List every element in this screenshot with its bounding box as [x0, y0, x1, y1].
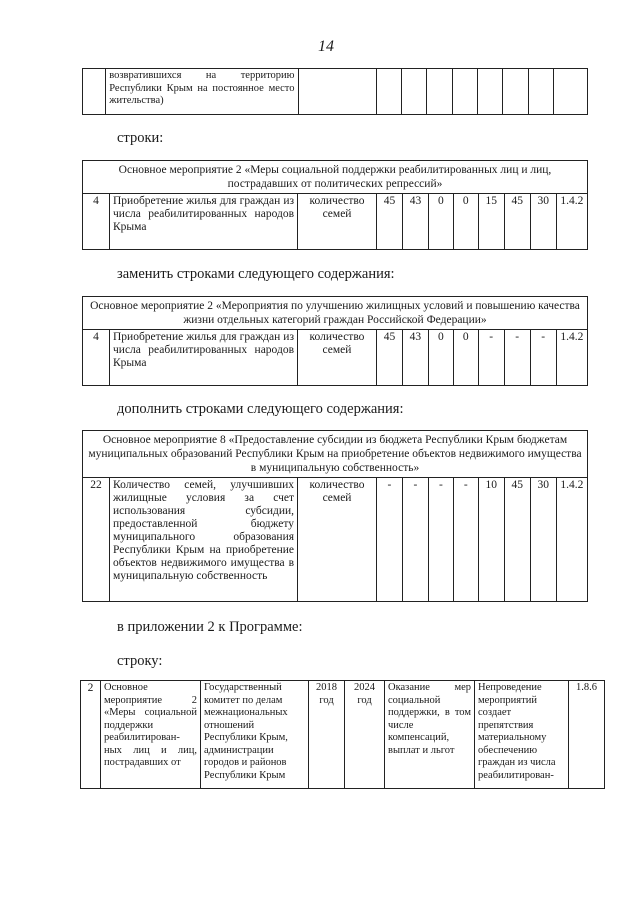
table4-num: 2 [81, 681, 101, 789]
table4-ref: 1.8.6 [569, 681, 605, 789]
table3-value: - [453, 478, 478, 602]
table2-num: 4 [83, 330, 110, 386]
table2-value: 0 [453, 330, 478, 386]
table1-value: 45 [376, 194, 402, 250]
table3-name: Количество семей, улучшивших жилищные условия за счет использования субсидии, предоставленной бюджету муниципального образования Республики Крым на приобретение объектов недвижимого имущества в муниципальную собственность [110, 478, 298, 602]
table2-value: - [530, 330, 556, 386]
table1-value: 0 [428, 194, 453, 250]
table3-num: 22 [83, 478, 110, 602]
table2-value: - [478, 330, 504, 386]
table1-value: 15 [478, 194, 504, 250]
table3-header: Основное мероприятие 8 «Предоставление субсидии из бюджета Республики Крым бюджетам муниципальных образований Республики Крым на приобретение объектов недвижимого имущества в муниципальную собственность» [83, 431, 588, 478]
caption-row: строку: [117, 653, 163, 669]
table3-value: 10 [478, 478, 504, 602]
table2-name: Приобретение жилья для граждан из числа реабилитированных народов Крыма [110, 330, 298, 386]
table3-unit: количество семей [298, 478, 377, 602]
top-fragment-table [82, 68, 588, 115]
table3-value: - [402, 478, 428, 602]
table1-value: 45 [504, 194, 530, 250]
table2-value: - [504, 330, 530, 386]
table2-value: 0 [428, 330, 453, 386]
page-number: 14 [318, 38, 334, 55]
table-old-rows [82, 160, 588, 250]
top-num-cell [83, 69, 106, 115]
table4-executor: Государственный комитет по делам межнациональных отношений Республики Крым, администрации городов и районов Республики Крым [201, 681, 309, 789]
table2-value: 45 [376, 330, 402, 386]
table-appendix-row [80, 680, 605, 789]
table1-value: 0 [453, 194, 478, 250]
table1-header: Основное мероприятие 2 «Меры социальной поддержки реабилитированных лиц и лиц, пострадавших от политических репрессий» [83, 161, 588, 194]
table1-name: Приобретение жилья для граждан из числа реабилитированных народов Крыма [110, 194, 298, 250]
table3-value: - [376, 478, 402, 602]
table2-value: 43 [402, 330, 428, 386]
caption-replace: заменить строками следующего содержания: [117, 266, 395, 282]
table1-unit: количество семей [298, 194, 377, 250]
table3-ref: 1.4.2 [556, 478, 587, 602]
caption-rows: строки: [117, 130, 164, 146]
table1-value: 43 [402, 194, 428, 250]
top-name-cell: возвратившихся на территорию Республики Крым на постоянное место жительства) [106, 69, 298, 115]
table4-consequence: Непроведение мероприятий создает препятствия материальному обеспечению граждан из числа реабилитирован- [475, 681, 569, 789]
table-added-rows [82, 430, 588, 602]
table4-start: 2018 год [309, 681, 345, 789]
caption-append: дополнить строками следующего содержания: [117, 401, 404, 417]
table-replacement-rows [82, 296, 588, 386]
table3-value: 45 [504, 478, 530, 602]
table1-ref: 1.4.2 [556, 194, 587, 250]
table1-num: 4 [83, 194, 110, 250]
table3-value: 30 [530, 478, 556, 602]
table4-end: 2024 год [345, 681, 385, 789]
table2-unit: количество семей [298, 330, 377, 386]
caption-appendix: в приложении 2 к Программе: [117, 619, 303, 635]
table4-measure: Основное мероприятие 2 «Меры социальной поддержки реабилитирован-ных лиц и лиц, пострадавших от [101, 681, 201, 789]
table3-value: - [428, 478, 453, 602]
table1-value: 30 [530, 194, 556, 250]
table2-ref: 1.4.2 [556, 330, 587, 386]
table4-result: Оказание мер социальной поддержки, в том числе компенсаций, выплат и льгот [385, 681, 475, 789]
table2-header: Основное мероприятие 2 «Мероприятия по улучшению жилищных условий и повышению качества жизни отдельных категорий граждан Российской Федерации» [83, 297, 588, 330]
